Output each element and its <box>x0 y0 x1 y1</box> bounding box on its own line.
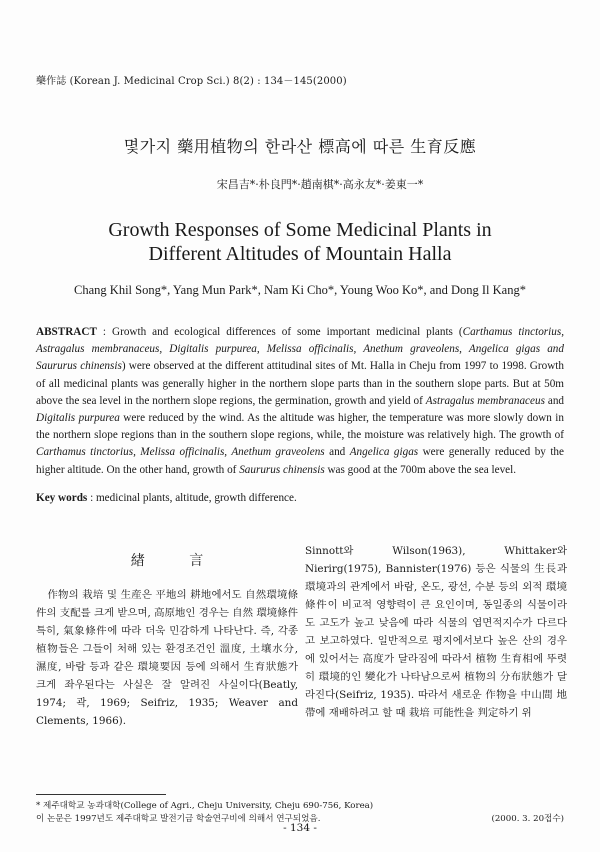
species-name: Saururus chinensis <box>239 463 325 476</box>
species-name: Astragalus membranaceus <box>425 394 545 407</box>
received-date: (2000. 3. 20접수) <box>491 814 564 824</box>
species-name: Angelica gigas <box>349 446 419 459</box>
abstract-text: Growth and ecological differences of some important medicinal plants ( <box>112 326 463 338</box>
footnote-divider <box>36 794 166 795</box>
abstract-text: and <box>544 394 565 407</box>
keywords-label: Key words <box>36 492 88 504</box>
abstract-text: were generally reduced by the higher altitude. On the other hand, growth of <box>36 446 564 476</box>
species-name: Carthamus tinctorius, Astragalus membranaceus, Digitalis purpurea, Melissa officinalis, Anethum graveolens, Angelica gigas and Saururus chinensis <box>36 326 565 373</box>
english-title <box>0 218 600 266</box>
body-paragraph: 作物의 栽培 및 生産은 平地의 耕地에서도 自然環境條件의 支配를 크게 받으며, 高原地인 경우는 自然 環境條件 특히, 氣象條件에 따라 더욱 민감하게 나타난다. 즉, 각종 植物들은 그들이 처해 있는 환경조건인 溫度, 土壤水分, 濕度, 바람 등과 같은 環境要因 등에 의해서 生育狀態가 크게 좌우된다는 사실은 잘 알려진 사실이다(Beatly, 1974; 곽, 1969; Seifriz, 1935; Weaver and Clements, 1966). <box>36 589 298 727</box>
korean-title: 몇가지 藥用植物의 한라산 標高에 따른 生育反應 <box>123 137 477 156</box>
body-paragraph: Sinnott와 Wilson(1963), Whittaker와 Nierirg(1975), Bannister(1976) 등은 식물의 生長과 環境과의 관계에서 바람, 온도, 광선, 수분 등의 외적 環境條件이 비교적 영향력이 큰 요인이며, 동일종의 식물이라도 고도가 높고 낮음에 따라 식물의 엽면적지수가 다르다고 보고하였다. 일반적으로 평지에서보다 높은 산의 경우에 있어서는 高度가 달라짐에 따라서 植物 生育相에 뚜렷히 環境的인 變化가 나타남으로써 植物의 分布狀態가 달라진다(Seifriz, 1935). 따라서 새로운 作物을 中山間 地帶에 재배하려고 할 때 栽培 可能性을 判定하기 위 <box>305 545 567 719</box>
abstract-text: were reduced by the wind. As the altitude was higher, the temperature was more slowly down in the northern slope regions than in the southern slope regions, while, the moisture was relatively high. The growth of <box>36 412 564 442</box>
english-title-line: Growth Responses of Some Medicinal Plants in <box>108 219 492 241</box>
footnote-funding: 이 논문은 1997년도 제주대학교 발전기금 학술연구비에 의해서 연구되었음. <box>36 814 321 824</box>
keywords-text: medicinal plants, altitude, growth difference. <box>95 492 297 504</box>
keywords-separator: : <box>87 492 96 504</box>
right-column <box>305 542 567 722</box>
keywords <box>36 492 564 504</box>
left-column <box>36 540 298 730</box>
section-heading: 緖 言 <box>130 553 224 569</box>
abstract-separator: : <box>96 326 113 338</box>
abstract-text: was good at the 700m above the sea level. <box>324 463 517 476</box>
english-title-line: Different Altitudes of Mountain Halla <box>148 243 452 265</box>
abstract <box>36 324 564 479</box>
abstract-label: ABSTRACT <box>36 326 97 338</box>
page-number: - 134 - <box>283 822 317 834</box>
species-name: Carthamus tinctorius, Melissa officinalis, Anethum graveolens <box>36 446 325 459</box>
abstract-text: and <box>324 446 350 459</box>
footnote-affiliation: * 제주대학교 농과대학(College of Agri., Cheju University, Cheju 690-756, Korea) <box>36 801 374 811</box>
english-authors: Chang Khil Song*, Yang Mun Park*, Nam Ki Cho*, Young Woo Ko*, and Dong Il Kang* <box>74 283 526 297</box>
journal-citation: 藥作誌 (Korean J. Medicinal Crop Sci.) 8(2) : 134－145(2000) <box>36 76 347 87</box>
abstract-text: ) were observed at the different attitudinal sites of Mt. Halla in Cheju from 1997 to 1998. Growth of all medicinal plants was generally higher in the northern slope parts than in the southern slope parts. But at 50m above the sea level in the northern slope regions, the germination, growth and yield of <box>36 360 564 407</box>
korean-authors: 宋昌吉*·朴良門*·趙南棋*·高永友*·姜東一* <box>216 178 424 191</box>
species-name: Digitalis purpurea <box>36 412 120 425</box>
